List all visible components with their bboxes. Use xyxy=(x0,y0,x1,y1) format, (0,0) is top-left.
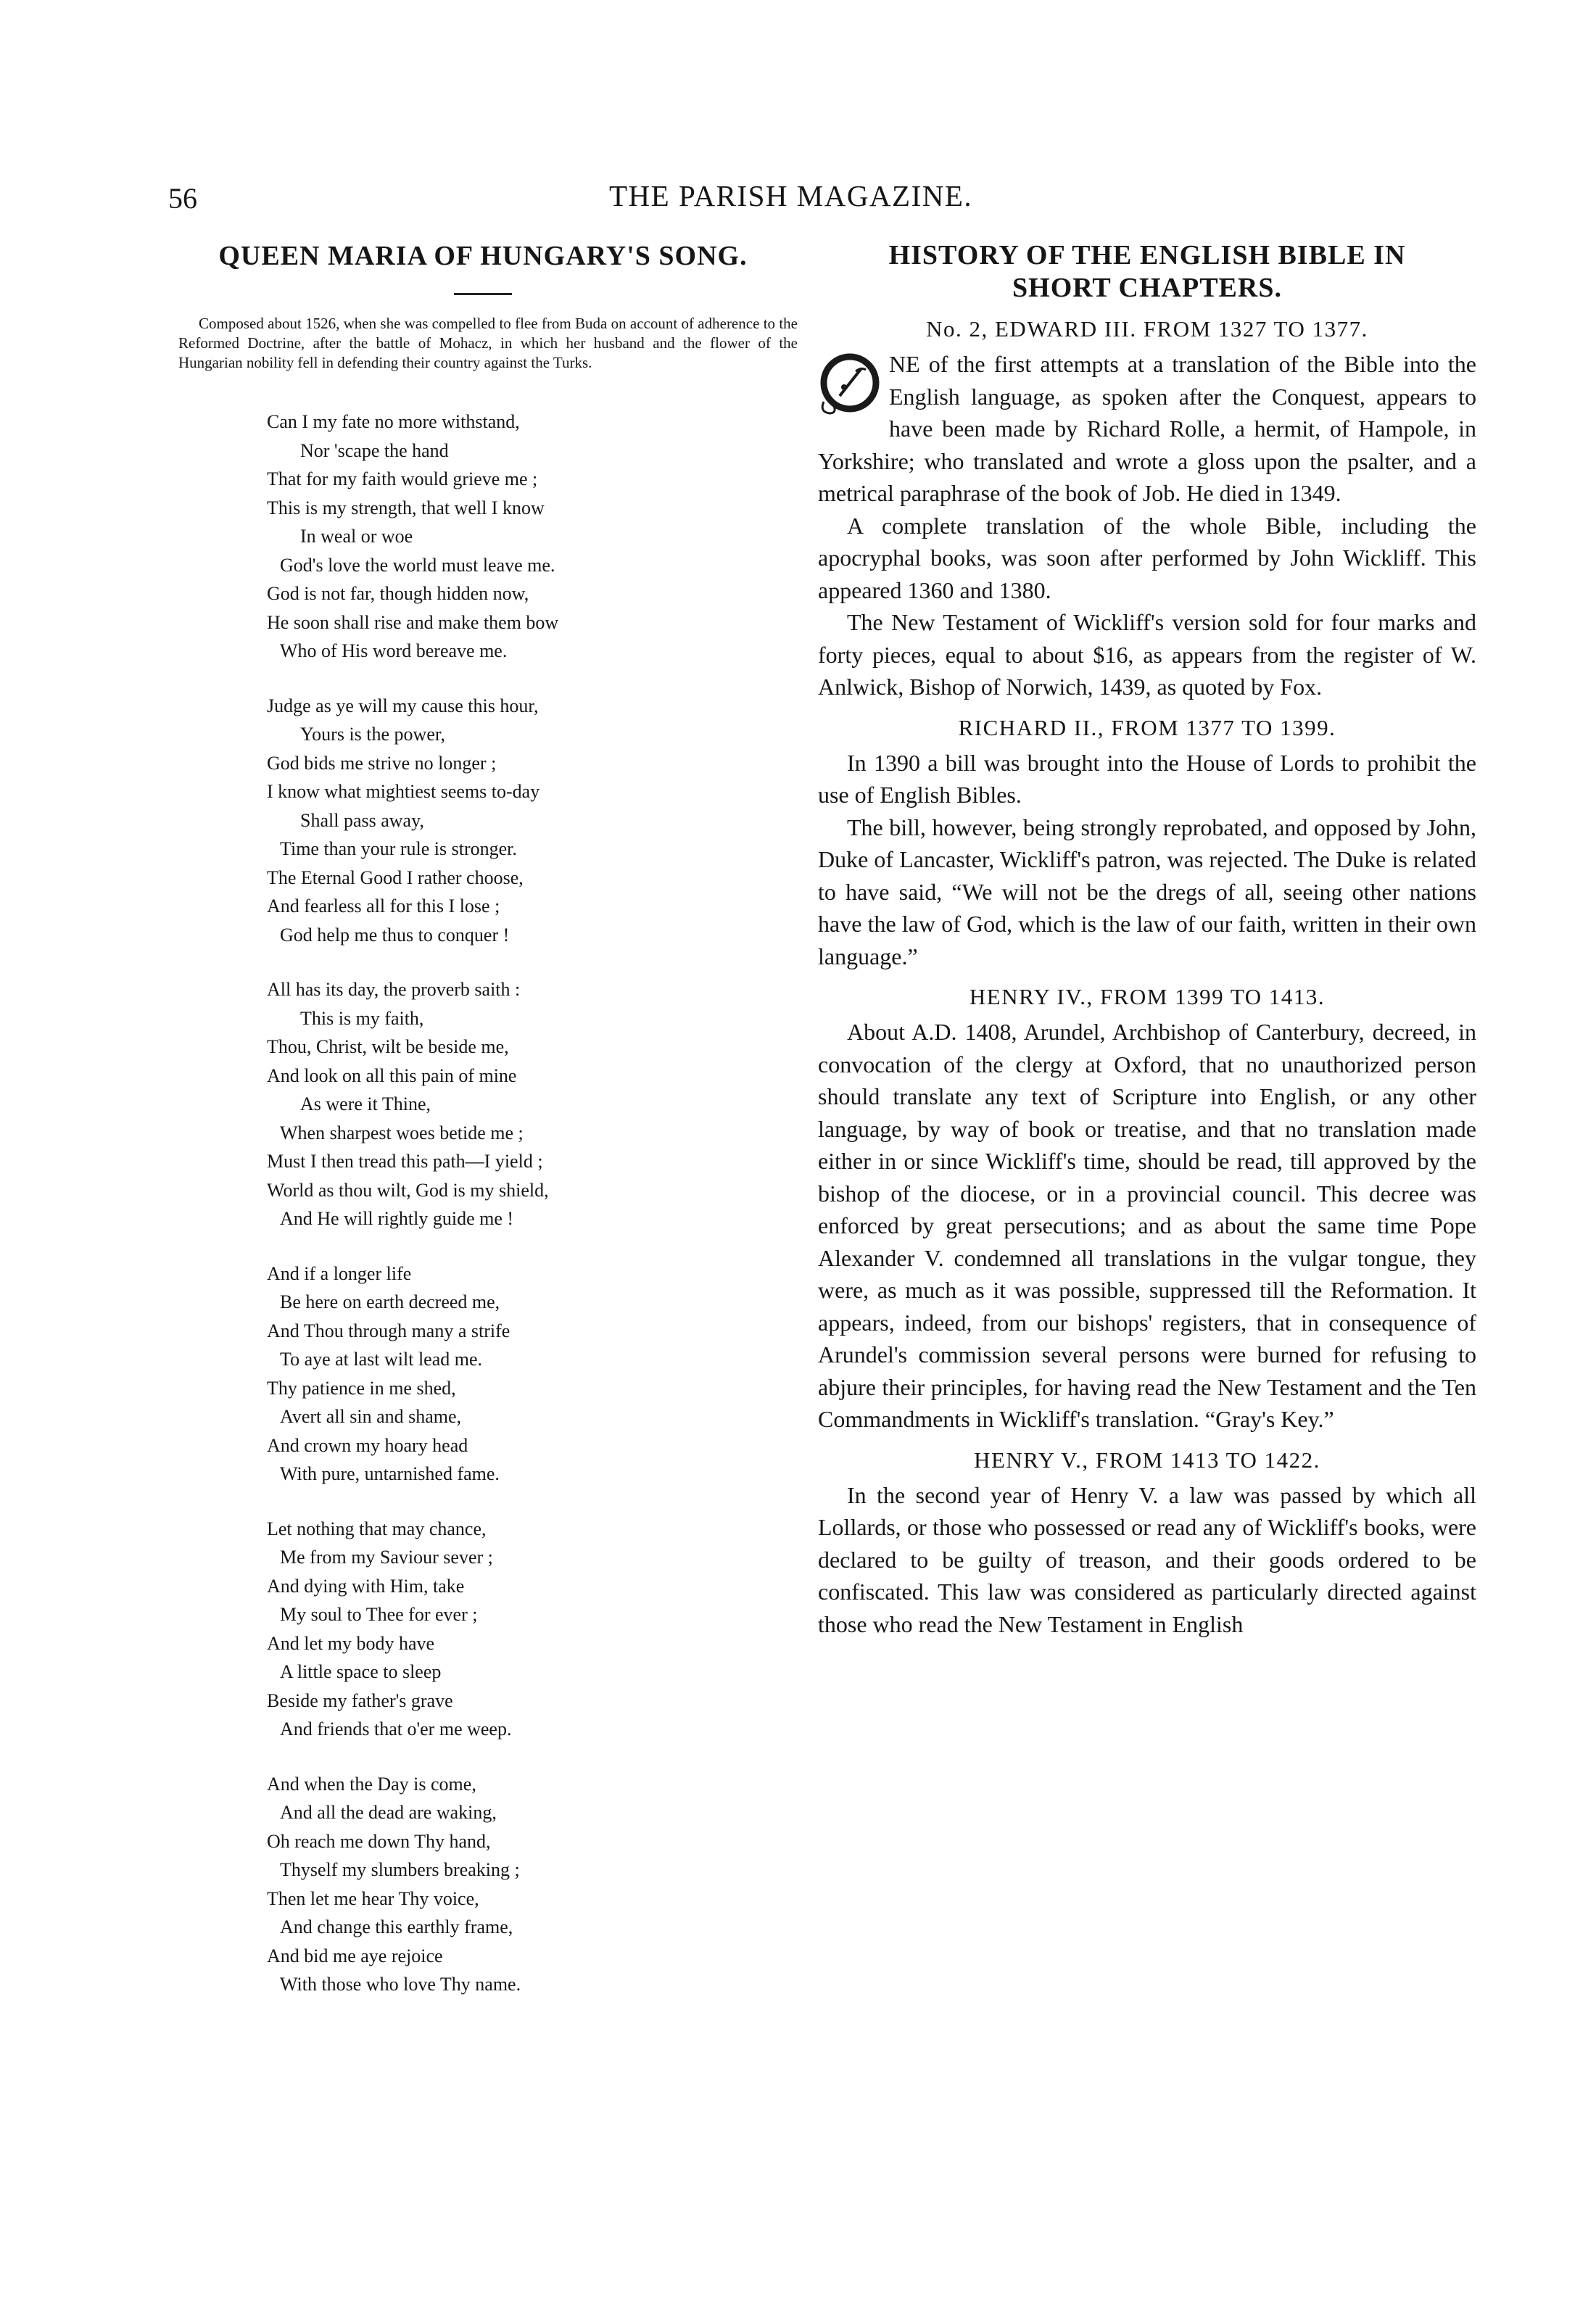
poem-stanza xyxy=(267,408,802,666)
section-heading: RICHARD II., FROM 1377 TO 1399. xyxy=(958,714,1336,740)
poem-line: Be here on earth decreed me, xyxy=(280,1291,500,1312)
paragraph-text: NE of the first attempts at a translation of the Bible into the English language, as spoken after the Conquest, appears to have been made by Richard Rolle, a hermit, of Hampole, in Yorkshire; who translated and wrote a gloss upon the psalter, and a metrical paraphrase of the book of Job. He died in 1349. xyxy=(818,351,1476,506)
poem-line: Thyself my slumbers breaking ; xyxy=(280,1859,520,1880)
article-paragraph: About A.D. 1408, Arundel, Archbishop of Canterbury, decreed, in convocation of the clergy at Oxford, that no unauthorized person should translate any text of Scripture into English, or any other language, by way of book or treatise, and that no translation made either in or since Wickliff's time, should be read, till approved by the bishop of the diocese, or in a provincial council. This decree was enforced by great persecutions; and as about the same time Pope Alexander V. condemned all translations in the vulgar tongue, they were, as much as it was possible, suppressed till the Reformation. It appears, indeed, from our bishops' registers, that in consequence of Arundel's commission several persons were burned for refusing to abjure their principles, for having read the New Testament and the Ten Commandments in Wickliff's translation. “Gray's Key.” xyxy=(818,1019,1476,1432)
poem-line: And let my body have xyxy=(267,1632,435,1654)
poem-line: Let nothing that may chance, xyxy=(267,1518,487,1539)
poem-line: World as thou wilt, God is my shield, xyxy=(267,1179,549,1201)
poem-column xyxy=(164,239,802,2025)
poem-line: God bids me strive no longer ; xyxy=(267,752,497,774)
poem-stanza xyxy=(267,1770,802,1999)
poem-line: Yours is the power, xyxy=(300,724,445,745)
poem-line: And when the Day is come, xyxy=(267,1773,476,1795)
poem-line: With pure, untarnished fame. xyxy=(280,1463,500,1484)
poem-stanza xyxy=(267,1515,802,1744)
poem-line: The Eternal Good I rather choose, xyxy=(267,866,524,888)
poem-line: And look on all this pain of mine xyxy=(267,1064,517,1086)
poem-line: God is not far, though hidden now, xyxy=(267,583,529,604)
poem-line: Then let me hear Thy voice, xyxy=(267,1887,479,1909)
article-paragraph: The bill, however, being strongly reprobated, and opposed by John, Duke of Lancaster, Wickliff's patron, was rejected. The Duke is related to have said, “We will not be the dregs of all, seeing other nations have the law of God, which is the law of our faith, written in their own language.” xyxy=(818,814,1476,969)
poem-line: And friends that o'er me weep. xyxy=(280,1718,512,1740)
poem-line: This is my faith, xyxy=(300,1007,424,1029)
poem-line: All has its day, the proverb saith : xyxy=(267,979,521,1000)
poem-line: And dying with Him, take xyxy=(267,1575,465,1597)
article-paragraph: In 1390 a bill was brought into the House of Lords to prohibit the use of English Bibles. xyxy=(818,749,1476,808)
poem-title: QUEEN MARIA OF HUNGARY'S SONG. xyxy=(218,241,748,271)
poem-line: Shall pass away, xyxy=(300,809,424,831)
poem-line: God help me thus to conquer ! xyxy=(280,924,510,946)
poem-stanza xyxy=(267,1259,802,1489)
poem-line: That for my faith would grieve me ; xyxy=(267,468,538,489)
section-heading: HENRY V., FROM 1413 TO 1422. xyxy=(974,1447,1320,1473)
poem-line: My soul to Thee for ever ; xyxy=(280,1604,478,1625)
poem-line: Avert all sin and shame, xyxy=(280,1406,462,1427)
article-column xyxy=(818,239,1476,1640)
article-title-line-1: HISTORY OF THE ENGLISH BIBLE IN xyxy=(888,240,1406,270)
article-paragraph: In the second year of Henry V. a law was passed by which all Lollards, or those who possessed or read any of Wickliff's books, were declared to be guilty of treason, and their goods ordered to be confiscated. This law was considered as particularly directed against those who read the New Testament in English xyxy=(818,1481,1476,1637)
poem-line: And bid me aye rejoice xyxy=(267,1945,443,1966)
poem-line: Who of His word bereave me. xyxy=(280,640,508,661)
article-paragraph: A complete translation of the whole Bible, including the apocryphal books, was soon after performed by John Wickliff. This appeared 1360 and 1380. xyxy=(818,512,1476,603)
title-rule xyxy=(454,293,512,295)
poem-stanza xyxy=(267,692,802,950)
poem-line: Judge as ye will my cause this hour, xyxy=(267,695,539,716)
poem-line: In weal or woe xyxy=(300,526,413,547)
poem-line: Thou, Christ, wilt be beside me, xyxy=(267,1036,509,1057)
poem-line: God's love the world must leave me. xyxy=(280,554,555,576)
poem-line: A little space to sleep xyxy=(280,1661,442,1682)
poem-stanzas xyxy=(267,408,802,1999)
poem-line: This is my strength, that well I know xyxy=(267,497,545,518)
poem-line: Nor 'scape the hand xyxy=(300,439,449,461)
poem-line: When sharpest woes betide me ; xyxy=(280,1122,524,1143)
running-title: THE PARISH MAGAZINE. xyxy=(609,179,973,212)
poem-line: And if a longer life xyxy=(267,1262,412,1284)
poem-line: And He will rightly guide me ! xyxy=(280,1208,514,1229)
poem-line: To aye at last wilt lead me. xyxy=(280,1349,483,1370)
dropcap-letter xyxy=(818,351,882,415)
poem-line: And Thou through many a strife xyxy=(267,1320,510,1341)
poem-line: And fearless all for this I lose ; xyxy=(267,895,500,917)
poem-line: As were it Thine, xyxy=(300,1093,431,1114)
poem-line: I know what mightiest seems to-day xyxy=(267,781,540,802)
poem-line: And all the dead are waking, xyxy=(280,1802,497,1823)
poem-line: Must I then tread this path—I yield ; xyxy=(267,1151,543,1172)
article-sections xyxy=(818,313,1476,1640)
page-number: 56 xyxy=(168,182,197,215)
section-heading: No. 2, EDWARD III. FROM 1327 TO 1377. xyxy=(926,316,1368,342)
poem-line: Beside my father's grave xyxy=(267,1689,453,1711)
article-title-line-2: SHORT CHAPTERS. xyxy=(1012,273,1282,303)
poem-headnote: Composed about 1526, when she was compelled to flee from Buda on account of adherence to the Reformed Doctrine, after the battle of Mohacz, in which her husband and the flower of the Hungarian nobility fell in defending their country against the Turks. xyxy=(178,315,798,371)
poem-line: With those who love Thy name. xyxy=(280,1974,521,1995)
poem-line: Me from my Saviour sever ; xyxy=(280,1547,493,1568)
poem-line: He soon shall rise and make them bow xyxy=(267,611,559,633)
poem-line: And crown my hoary head xyxy=(267,1434,468,1456)
article-paragraph xyxy=(818,348,1476,510)
poem-line: Oh reach me down Thy hand, xyxy=(267,1830,491,1852)
article-paragraph: The New Testament of Wickliff's version sold for four marks and forty pieces, equal to about $16, as appears from the register of W. Anlwick, Bishop of Norwich, 1439, as quoted by Fox. xyxy=(818,609,1476,700)
poem-stanza xyxy=(267,975,802,1233)
poem-line: And change this earthly frame, xyxy=(280,1916,513,1937)
poem-line: Thy patience in me shed, xyxy=(267,1377,456,1399)
poem-line: Time than your rule is stronger. xyxy=(280,838,517,859)
ornamental-initial xyxy=(818,351,882,415)
poem-line: Can I my fate no more withstand, xyxy=(267,411,520,432)
section-heading: HENRY IV., FROM 1399 TO 1413. xyxy=(969,984,1326,1009)
